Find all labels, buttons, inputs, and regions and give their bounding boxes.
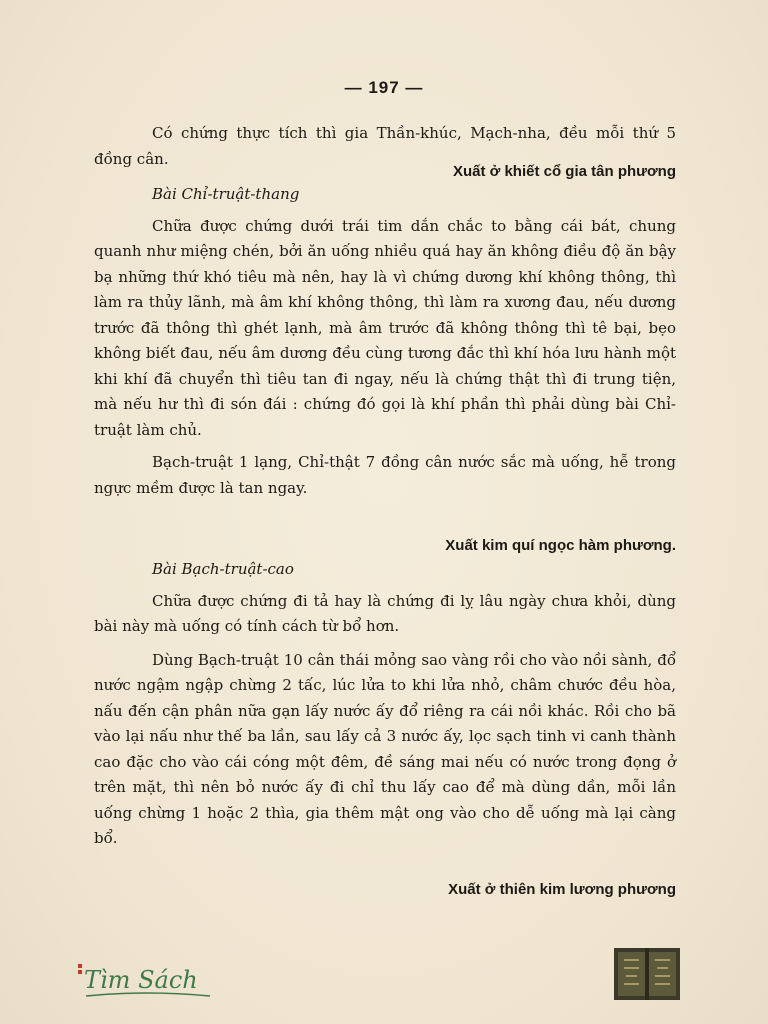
tim-sach-logo[interactable] bbox=[76, 962, 216, 1002]
section-paragraph: Chữa được chứng đi tả hay là chứng đi lỵ lâu ngày chưa khỏi, dùng bài này mà uống có tính cách từ bổ hơn. bbox=[94, 591, 676, 635]
section-chi-truat-thang bbox=[94, 182, 676, 501]
source-line-1: Xuất ở khiết cổ gia tân phương bbox=[452, 163, 676, 180]
section-title: Bài Chỉ-truật-thang bbox=[152, 185, 300, 203]
source-line-3: Xuất ở thiên kim lương phương bbox=[448, 881, 676, 898]
section-bach-truat-cao bbox=[94, 557, 676, 852]
source-line-2: Xuất kim quí ngọc hàm phương. bbox=[445, 537, 676, 554]
section-paragraph: Chữa được chứng dưới trái tim dắn chắc to bằng cái bát, chung quanh như miệng chén, bởi ăn uống nhiều quá hay ăn không điều độ ăn bậy bạ những thứ khó tiêu mà nên, hay là vì chứng dương khí không thông, thì làm ra thủy lãnh, mà âm khí không thông, thì làm ra xương đau, nếu dương trước đã thông thì ghét lạnh, mà âm trước đã không thông thì tê bại, bẹo không biết đau, nếu âm dương đều cùng tương đắc thì khí hóa lưu hành một khi khí đã chuyển thì tiêu tan đi ngay, nếu là chứng thật thì đi trung tiện, mà nếu hư thì đi són đái : chứng đó gọi là khí phần thì phải dùng bài Chỉ-truật làm chủ. bbox=[94, 216, 676, 439]
section-paragraph: Bạch-truật 1 lạng, Chỉ-thật 7 đồng cân nước sắc mà uống, hễ trong ngực mềm được là tan ngay. bbox=[94, 453, 676, 497]
logo-swoosh-icon bbox=[76, 962, 216, 1002]
logo-text: Tìm Sách bbox=[84, 966, 198, 994]
section-title: Bài Bạch-truật-cao bbox=[152, 560, 294, 578]
intro-paragraph: Có chứng thực tích thì gia Thần-khúc, Mạch-nha, đều mỗi thứ 5 đồng cân. bbox=[94, 124, 676, 168]
section-paragraph: Dùng Bạch-truật 10 cân thái mỏng sao vàng rồi cho vào nồi sành, đổ nước ngậm ngập chừng 2 tấc, lúc lửa to khi lửa nhỏ, châm chước đều hòa, nấu đến cận phân nữa gạn lấy nước ấy đổ riêng ra cái nồi khác. Rồi cho bã vào lại nấu như thế ba lần, sau lấy cả 3 nước ấy, lọc sạch tinh vi canh thành cao đặc cho vào cái cóng một đêm, đề sáng mai nếu có nước trong đọng ở trên mặt, thì nên bỏ nước ấy đi chỉ thu lấy cao để mà dùng dần, mỗi lần uống chừng 1 hoặc 2 thìa, gia thêm mật ong vào cho dễ uống mà lại càng bổ. bbox=[94, 650, 676, 847]
page-number: — 197 — bbox=[344, 78, 424, 97]
book-icon[interactable] bbox=[612, 944, 682, 1002]
